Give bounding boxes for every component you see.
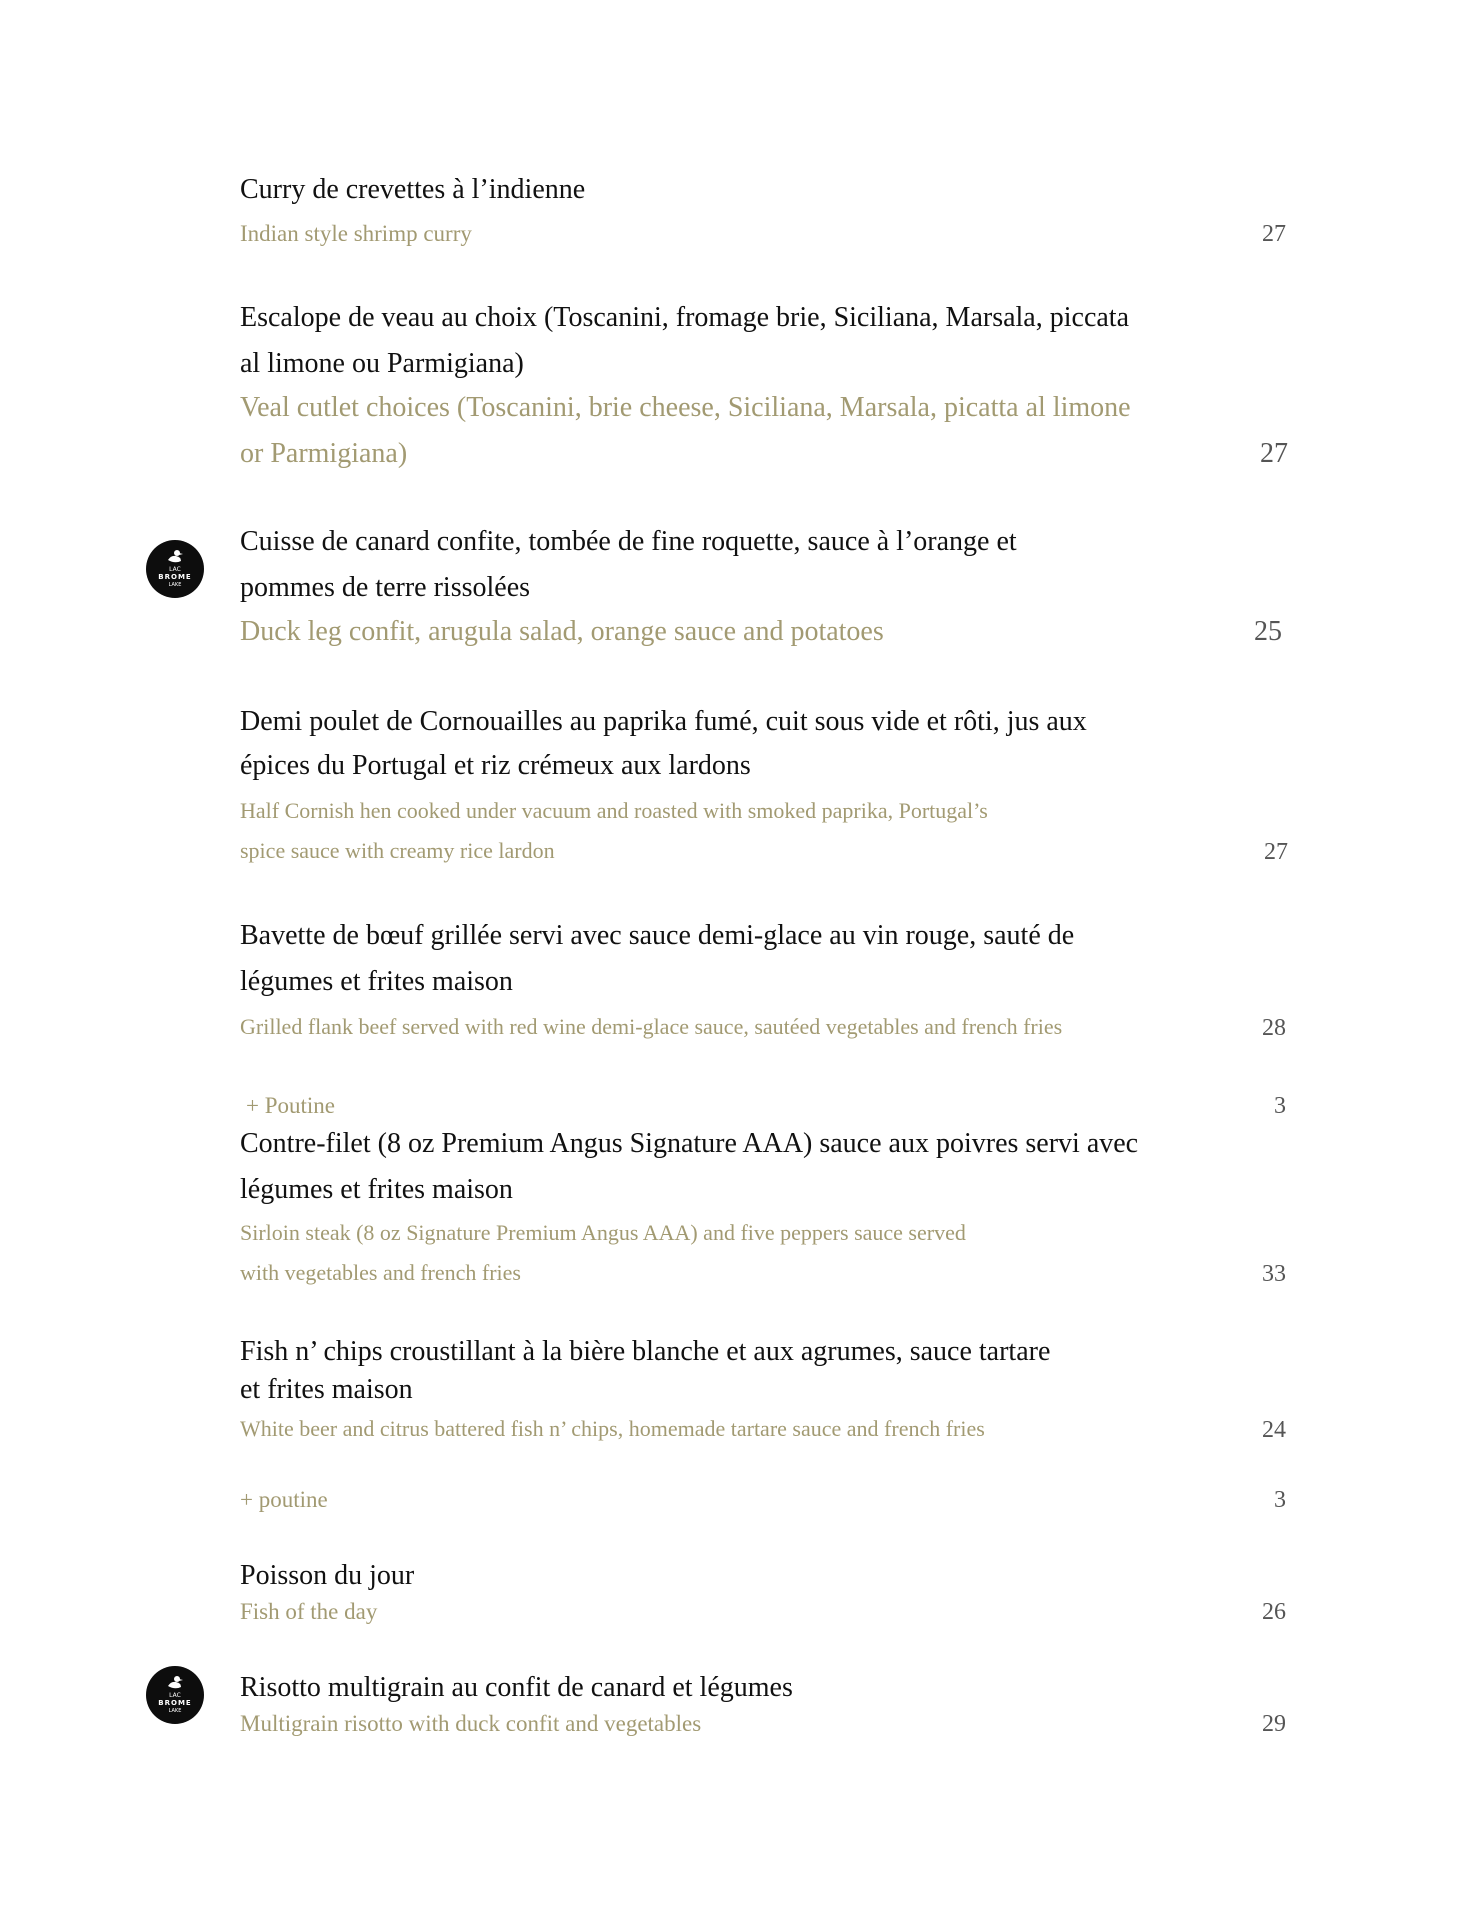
lac-brome-duck-logo: [146, 540, 204, 598]
logo-text-lac: LAC: [169, 1692, 181, 1699]
item-name-en: Fish of the day: [240, 1599, 378, 1624]
addon-price: 3: [1274, 1093, 1286, 1119]
item-name-fr: pommes de terre rissolées: [240, 572, 531, 603]
item-name-en: Half Cornish hen cooked under vacuum and roasted with smoked paprika, Portugal’s: [240, 798, 988, 823]
addon-name: + poutine: [240, 1487, 328, 1512]
item-name-fr: Escalope de veau au choix (Toscanini, fromage brie, Siciliana, Marsala, piccata: [240, 302, 1129, 333]
logo-text-lac: LAC: [169, 566, 181, 573]
item-price: 24: [1262, 1417, 1286, 1443]
item-name-fr: Demi poulet de Cornouailles au paprika fumé, cuit sous vide et rôti, jus aux: [240, 706, 1087, 737]
item-name-en: Indian style shrimp curry: [240, 221, 472, 246]
item-name-fr: légumes et frites maison: [240, 966, 513, 997]
item-name-fr: Bavette de bœuf grillée servi avec sauce demi-glace au vin rouge, sauté de: [240, 920, 1075, 951]
item-name-en: spice sauce with creamy rice lardon: [240, 838, 555, 863]
logo-text-brome: BROME: [158, 573, 192, 581]
item-name-fr: épices du Portugal et riz crémeux aux lardons: [240, 750, 751, 781]
item-price: 26: [1262, 1599, 1286, 1625]
item-price: 28: [1262, 1015, 1286, 1041]
item-name-en: Grilled flank beef served with red wine demi-glace sauce, sautéed vegetables and french fries: [240, 1014, 1063, 1039]
item-price: 29: [1262, 1711, 1286, 1737]
item-name-en: or Parmigiana): [240, 438, 408, 469]
logo-text-brome: BROME: [158, 1699, 192, 1707]
item-name-fr: Poisson du jour: [240, 1560, 415, 1591]
duck-icon: [166, 548, 184, 566]
item-name-en: with vegetables and french fries: [240, 1260, 521, 1285]
item-price: 27: [1264, 839, 1288, 865]
item-name-en: Multigrain risotto with duck confit and vegetables: [240, 1711, 702, 1736]
item-name-fr: Contre-filet (8 oz Premium Angus Signature AAA) sauce aux poivres servi avec: [240, 1128, 1139, 1159]
duck-icon: [166, 1674, 184, 1692]
logo-text-lake: LAKE: [168, 1708, 182, 1714]
item-name-fr: Curry de crevettes à l’indienne: [240, 174, 586, 205]
item-name-fr: Cuisse de canard confite, tombée de fine roquette, sauce à l’orange et: [240, 526, 1017, 557]
lac-brome-duck-logo: [146, 1666, 204, 1724]
item-name-fr: Fish n’ chips croustillant à la bière blanche et aux agrumes, sauce tartare: [240, 1336, 1051, 1367]
item-price: 33: [1262, 1261, 1286, 1287]
item-name-fr: légumes et frites maison: [240, 1174, 513, 1205]
item-price: 25: [1254, 616, 1282, 647]
item-name-en: Veal cutlet choices (Toscanini, brie cheese, Siciliana, Marsala, picatta al limone: [240, 392, 1131, 423]
item-name-en: White beer and citrus battered fish n’ chips, homemade tartare sauce and french fries: [240, 1416, 985, 1441]
addon-price: 3: [1274, 1487, 1286, 1513]
item-price: 27: [1262, 221, 1286, 247]
logo-text-lake: LAKE: [168, 582, 182, 588]
item-name-fr: et frites maison: [240, 1374, 413, 1405]
addon-name: + Poutine: [246, 1093, 336, 1118]
item-name-fr: Risotto multigrain au confit de canard et légumes: [240, 1672, 793, 1703]
item-name-fr: al limone ou Parmigiana): [240, 348, 524, 379]
item-name-en: Sirloin steak (8 oz Signature Premium Angus AAA) and five peppers sauce served: [240, 1220, 966, 1245]
item-price: 27: [1260, 438, 1288, 469]
item-name-en: Duck leg confit, arugula salad, orange sauce and potatoes: [240, 616, 884, 647]
